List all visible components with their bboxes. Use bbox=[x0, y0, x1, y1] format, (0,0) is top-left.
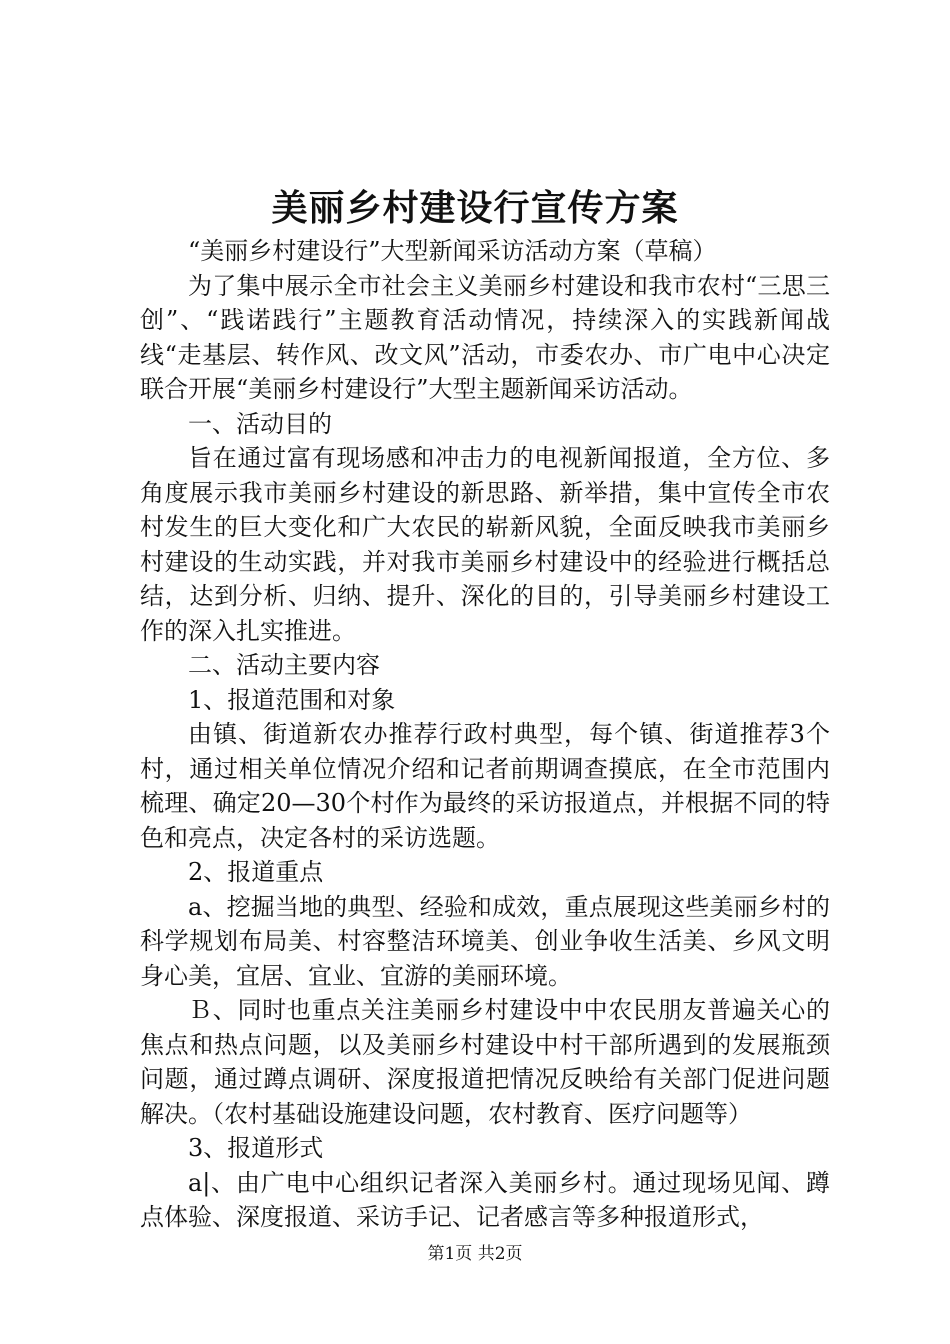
heading-section-2: 二、活动主要内容 bbox=[188, 651, 380, 679]
paragraph-focus-b: Ｂ、同时也重点关注美丽乡村建设中中农民朋友普遍关心的焦点和热点问题，以及美丽乡村建设中村干部所遇到的发展瓶颈问题，通过蹲点调研、深度报道把情况反映给有关部门促进问题解决。（农村基础设施建设问题，农村教育、医疗问题等） bbox=[140, 996, 830, 1128]
heading-item-1: 1、报道范围和对象 bbox=[188, 685, 396, 714]
document-body bbox=[140, 234, 830, 1235]
paragraph-intro: 为了集中展示全市社会主义美丽乡村建设和我市农村“三思三创”、“践诺践行”主题教育活动情况，持续深入的实践新闻战线“走基层、转作风、改文风”活动，市委农办、市广电中心决定联合开展“美丽乡村建设行”大型主题新闻采访活动。 bbox=[140, 271, 830, 403]
paragraph-form-a: a|、由广电中心组织记者深入美丽乡村。通过现场见闻、蹲点体验、深度报道、采访手记、记者感言等多种报道形式， bbox=[140, 1168, 830, 1231]
paragraph-focus-a: a、挖掘当地的典型、经验和成效，重点展现这些美丽乡村的科学规划布局美、村容整洁环境美、创业争收生活美、乡风文明身心美，宜居、宜业、宜游的美丽环境。 bbox=[140, 892, 830, 990]
page-footer: 第1页 共2页 bbox=[427, 1244, 523, 1264]
paragraph-purpose: 旨在通过富有现场感和冲击力的电视新闻报道，全方位、多角度展示我市美丽乡村建设的新思路、新举措，集中宣传全市农村发生的巨大变化和广大农民的崭新风貌，全面反映我市美丽乡村建设的生动实践，并对我市美丽乡村建设中的经验进行概括总结，达到分析、归纳、提升、深化的目的，引导美丽乡村建设工作的深入扎实推进。 bbox=[140, 444, 830, 645]
heading-item-3: 3、报道形式 bbox=[188, 1134, 324, 1162]
heading-section-1: 一、活动目的 bbox=[188, 409, 332, 438]
paragraph-scope: 由镇、街道新农办推荐行政村典型，每个镇、街道推荐3个村，通过相关单位情况介绍和记者前期调查摸底，在全市范围内梳理、确定20—30个村作为最终的采访报道点，并根据不同的特色和亮点，决定各村的采访选题。 bbox=[140, 720, 830, 852]
heading-item-2: 2、报道重点 bbox=[188, 858, 324, 886]
document-title: 美丽乡村建设行宣传方案 bbox=[271, 187, 679, 229]
paragraph-subtitle: “美丽乡村建设行”大型新闻采访活动方案（草稿） bbox=[188, 237, 717, 265]
